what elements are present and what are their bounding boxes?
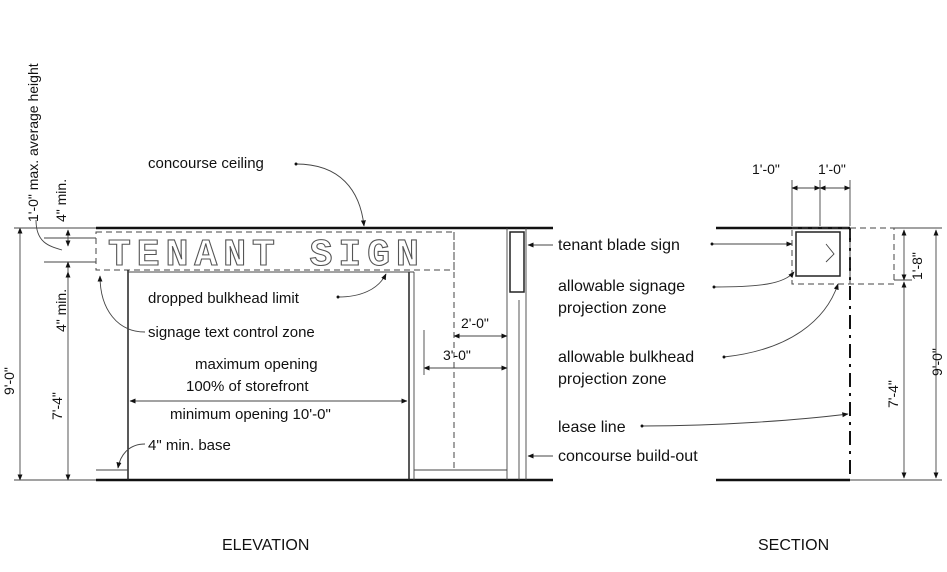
label-allowable-bulkhead-1: allowable bulkhead <box>558 349 695 366</box>
elevation-title: ELEVATION <box>222 537 310 554</box>
label-concourse-buildout: concourse build-out <box>558 448 698 465</box>
label-allowable-bulkhead-2: projection zone <box>558 371 667 388</box>
dim-9-0-text: 9'-0" <box>1 367 17 395</box>
label-signage-text-control-zone: signage text control zone <box>148 324 315 341</box>
leader-allowable-bulkhead <box>724 284 838 357</box>
leader-concourse-ceiling <box>296 164 364 226</box>
dim-2-0-text: 2'-0" <box>461 315 489 331</box>
label-allowable-signage-1: allowable signage <box>558 278 686 295</box>
leader-dropped-bulkhead <box>338 274 386 297</box>
label-min-base: 4" min. base <box>148 437 231 454</box>
bulkhead-projection-zone <box>850 228 894 284</box>
blade-sign-elevation <box>510 232 524 292</box>
label-dropped-bulkhead-limit: dropped bulkhead limit <box>148 290 299 307</box>
label-maximum-opening-1: maximum opening <box>195 356 318 373</box>
leader-allowable-signage <box>714 272 794 287</box>
dim-sec-7-4-text: 7'-4" <box>885 380 901 408</box>
dim-3-0-text: 3'-0" <box>443 347 471 363</box>
tenant-sign-text: TENANT SIGN <box>108 234 425 277</box>
dim-1-0-right-text: 1'-0" <box>818 161 846 177</box>
leader-lease-line <box>642 414 848 426</box>
dim-4-min-top-text: 4" min. <box>53 178 69 222</box>
dim-sec-9-0-text: 9'-0" <box>929 348 945 376</box>
label-concourse-ceiling: concourse ceiling <box>148 155 264 172</box>
dim-7-4-text: 7'-4" <box>49 392 65 420</box>
section-view <box>528 161 945 554</box>
label-lease-line: lease line <box>558 419 626 436</box>
blade-sign-detail <box>826 244 834 262</box>
dim-max-average-height-text: 1'-0" max. average height <box>25 63 41 222</box>
section-title: SECTION <box>758 537 830 554</box>
dim-4-min-mid-text: 4" min. <box>53 288 69 332</box>
label-minimum-opening: minimum opening 10'-0" <box>170 406 331 423</box>
label-allowable-signage-2: projection zone <box>558 300 667 317</box>
elevation-view <box>1 63 553 554</box>
dim-1-0-left-text: 1'-0" <box>752 161 780 177</box>
leader-signage-control <box>100 276 145 332</box>
dim-1-8-text: 1'-8" <box>909 252 925 280</box>
leader-min-base <box>118 444 145 468</box>
label-maximum-opening-2: 100% of storefront <box>186 378 309 395</box>
leader-max-height <box>36 220 62 250</box>
label-tenant-blade-sign: tenant blade sign <box>558 237 680 254</box>
